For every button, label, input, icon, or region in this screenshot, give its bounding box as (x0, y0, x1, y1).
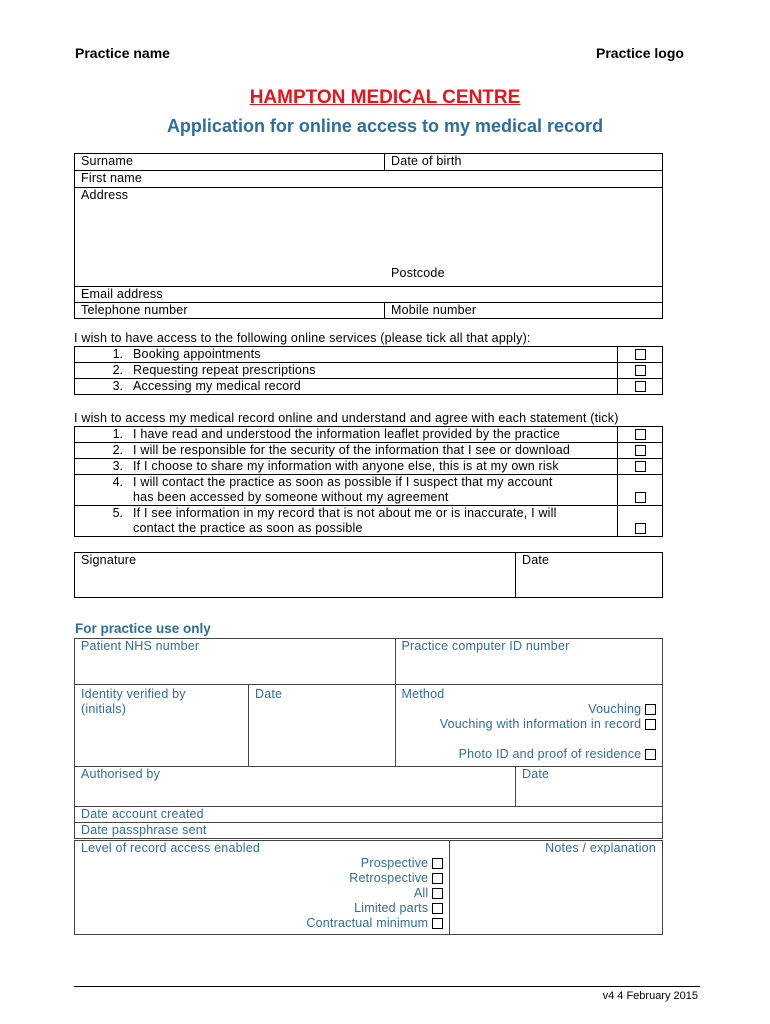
date-passphrase-label: Date passphrase sent (81, 823, 207, 837)
vouching-label: Vouching (588, 702, 642, 716)
signature-label: Signature (81, 553, 137, 567)
all-checkbox[interactable] (432, 888, 443, 899)
mobile-label: Mobile number (391, 303, 477, 317)
date-account-label: Date account created (81, 807, 204, 821)
surname-label: Surname (81, 154, 134, 168)
vouching-checkbox[interactable] (645, 704, 656, 715)
authorised-date-field[interactable] (516, 767, 663, 807)
practice-use-table (74, 638, 663, 839)
retrospective-checkbox[interactable] (432, 873, 443, 884)
computer-id-field[interactable] (395, 639, 663, 685)
service-item: 3. Accessing my medical record (75, 379, 618, 395)
service-item: 1. Booking appointments (75, 347, 618, 363)
personal-details-table (74, 153, 663, 319)
surname-field[interactable] (75, 154, 385, 171)
date-account-field[interactable] (75, 807, 663, 823)
patient-nhs-label: Patient NHS number (81, 639, 200, 653)
service-item: 2. Requesting repeat prescriptions (75, 363, 618, 379)
dob-label: Date of birth (391, 154, 462, 168)
statement-3-checkbox[interactable] (635, 461, 646, 472)
first-name-field[interactable] (75, 171, 663, 188)
statement-item: 1. I have read and understood the information leaflet provided by the practice (75, 427, 618, 443)
verified-date-label: Date (255, 687, 283, 701)
address-field[interactable] (75, 188, 663, 287)
booking-checkbox[interactable] (635, 349, 646, 360)
statement-item: 5. If I see information in my record that is not about me or is inaccurate, I will contact the practice as soon as possible (75, 506, 618, 537)
access-contractual-label: Contractual minimum (306, 916, 429, 930)
statement-item: 3. If I choose to share my information with anyone else, this is at my own risk (75, 459, 618, 475)
email-field[interactable] (75, 287, 663, 303)
footer-rule (74, 986, 700, 987)
signature-field[interactable] (75, 553, 516, 598)
signature-table (74, 552, 663, 598)
access-prospective-label: Prospective (360, 856, 429, 870)
authorised-by-label: Authorised by (81, 767, 161, 781)
access-level-table (74, 840, 663, 935)
authorised-date-label: Date (522, 767, 550, 781)
limited-parts-checkbox[interactable] (432, 903, 443, 914)
prospective-checkbox[interactable] (432, 858, 443, 869)
statements-table (74, 426, 663, 537)
level-access-label: Level of record access enabled (81, 841, 261, 855)
mobile-field[interactable] (385, 303, 663, 319)
access-level-field (75, 841, 450, 935)
notes-label: Notes / explanation (545, 841, 656, 855)
verified-date-field[interactable] (249, 685, 396, 767)
statement-5-checkbox[interactable] (635, 523, 646, 534)
initials-label: (initials) (81, 702, 127, 716)
vouching-info-label: Vouching with information in record (439, 717, 642, 731)
identity-verified-label: Identity verified by (81, 687, 186, 701)
address-label: Address (81, 188, 129, 202)
practice-name-label: Practice name (75, 45, 170, 61)
statements-intro: I wish to access my medical record online and understand and agree with each statement (tick) (74, 411, 619, 425)
method-field (395, 685, 663, 767)
identity-verified-field[interactable] (75, 685, 249, 767)
statement-item: 4. I will contact the practice as soon as possible if I suspect that my account has been accessed by someone without my agreement (75, 475, 618, 506)
date-of-birth-field[interactable] (385, 154, 663, 171)
access-retrospective-label: Retrospective (349, 871, 429, 885)
notes-field[interactable] (450, 841, 663, 935)
statement-1-checkbox[interactable] (635, 429, 646, 440)
services-intro: I wish to have access to the following online services (please tick all that apply): (74, 331, 531, 345)
statement-item: 2. I will be responsible for the security of the information that I see or download (75, 443, 618, 459)
medical-record-checkbox[interactable] (635, 381, 646, 392)
postcode-label: Postcode (391, 266, 445, 280)
signature-date-label: Date (522, 553, 550, 567)
email-label: Email address (81, 287, 163, 301)
services-table (74, 346, 663, 395)
practice-title: HAMPTON MEDICAL CENTRE (249, 87, 521, 108)
photo-id-label: Photo ID and proof of residence (458, 747, 642, 761)
computer-id-label: Practice computer ID number (401, 639, 570, 653)
signature-date-field[interactable] (516, 553, 663, 598)
method-label: Method (401, 687, 445, 701)
telephone-label: Telephone number (81, 303, 188, 317)
prescriptions-checkbox[interactable] (635, 365, 646, 376)
authorised-by-field[interactable] (75, 767, 516, 807)
statement-4-checkbox[interactable] (635, 492, 646, 503)
access-all-label: All (413, 886, 429, 900)
practice-logo-label: Practice logo (596, 45, 684, 61)
vouching-info-checkbox[interactable] (645, 719, 656, 730)
form-title: Application for online access to my medical record (166, 116, 604, 136)
practice-use-heading: For practice use only (75, 621, 211, 636)
telephone-field[interactable] (75, 303, 385, 319)
photo-id-checkbox[interactable] (645, 749, 656, 760)
version-label: v4 4 February 2015 (602, 990, 698, 1002)
contractual-minimum-checkbox[interactable] (432, 918, 443, 929)
first-name-label: First name (81, 171, 143, 185)
patient-nhs-field[interactable] (75, 639, 396, 685)
date-passphrase-field[interactable] (75, 823, 663, 839)
access-limited-label: Limited parts (354, 901, 429, 915)
statement-2-checkbox[interactable] (635, 445, 646, 456)
